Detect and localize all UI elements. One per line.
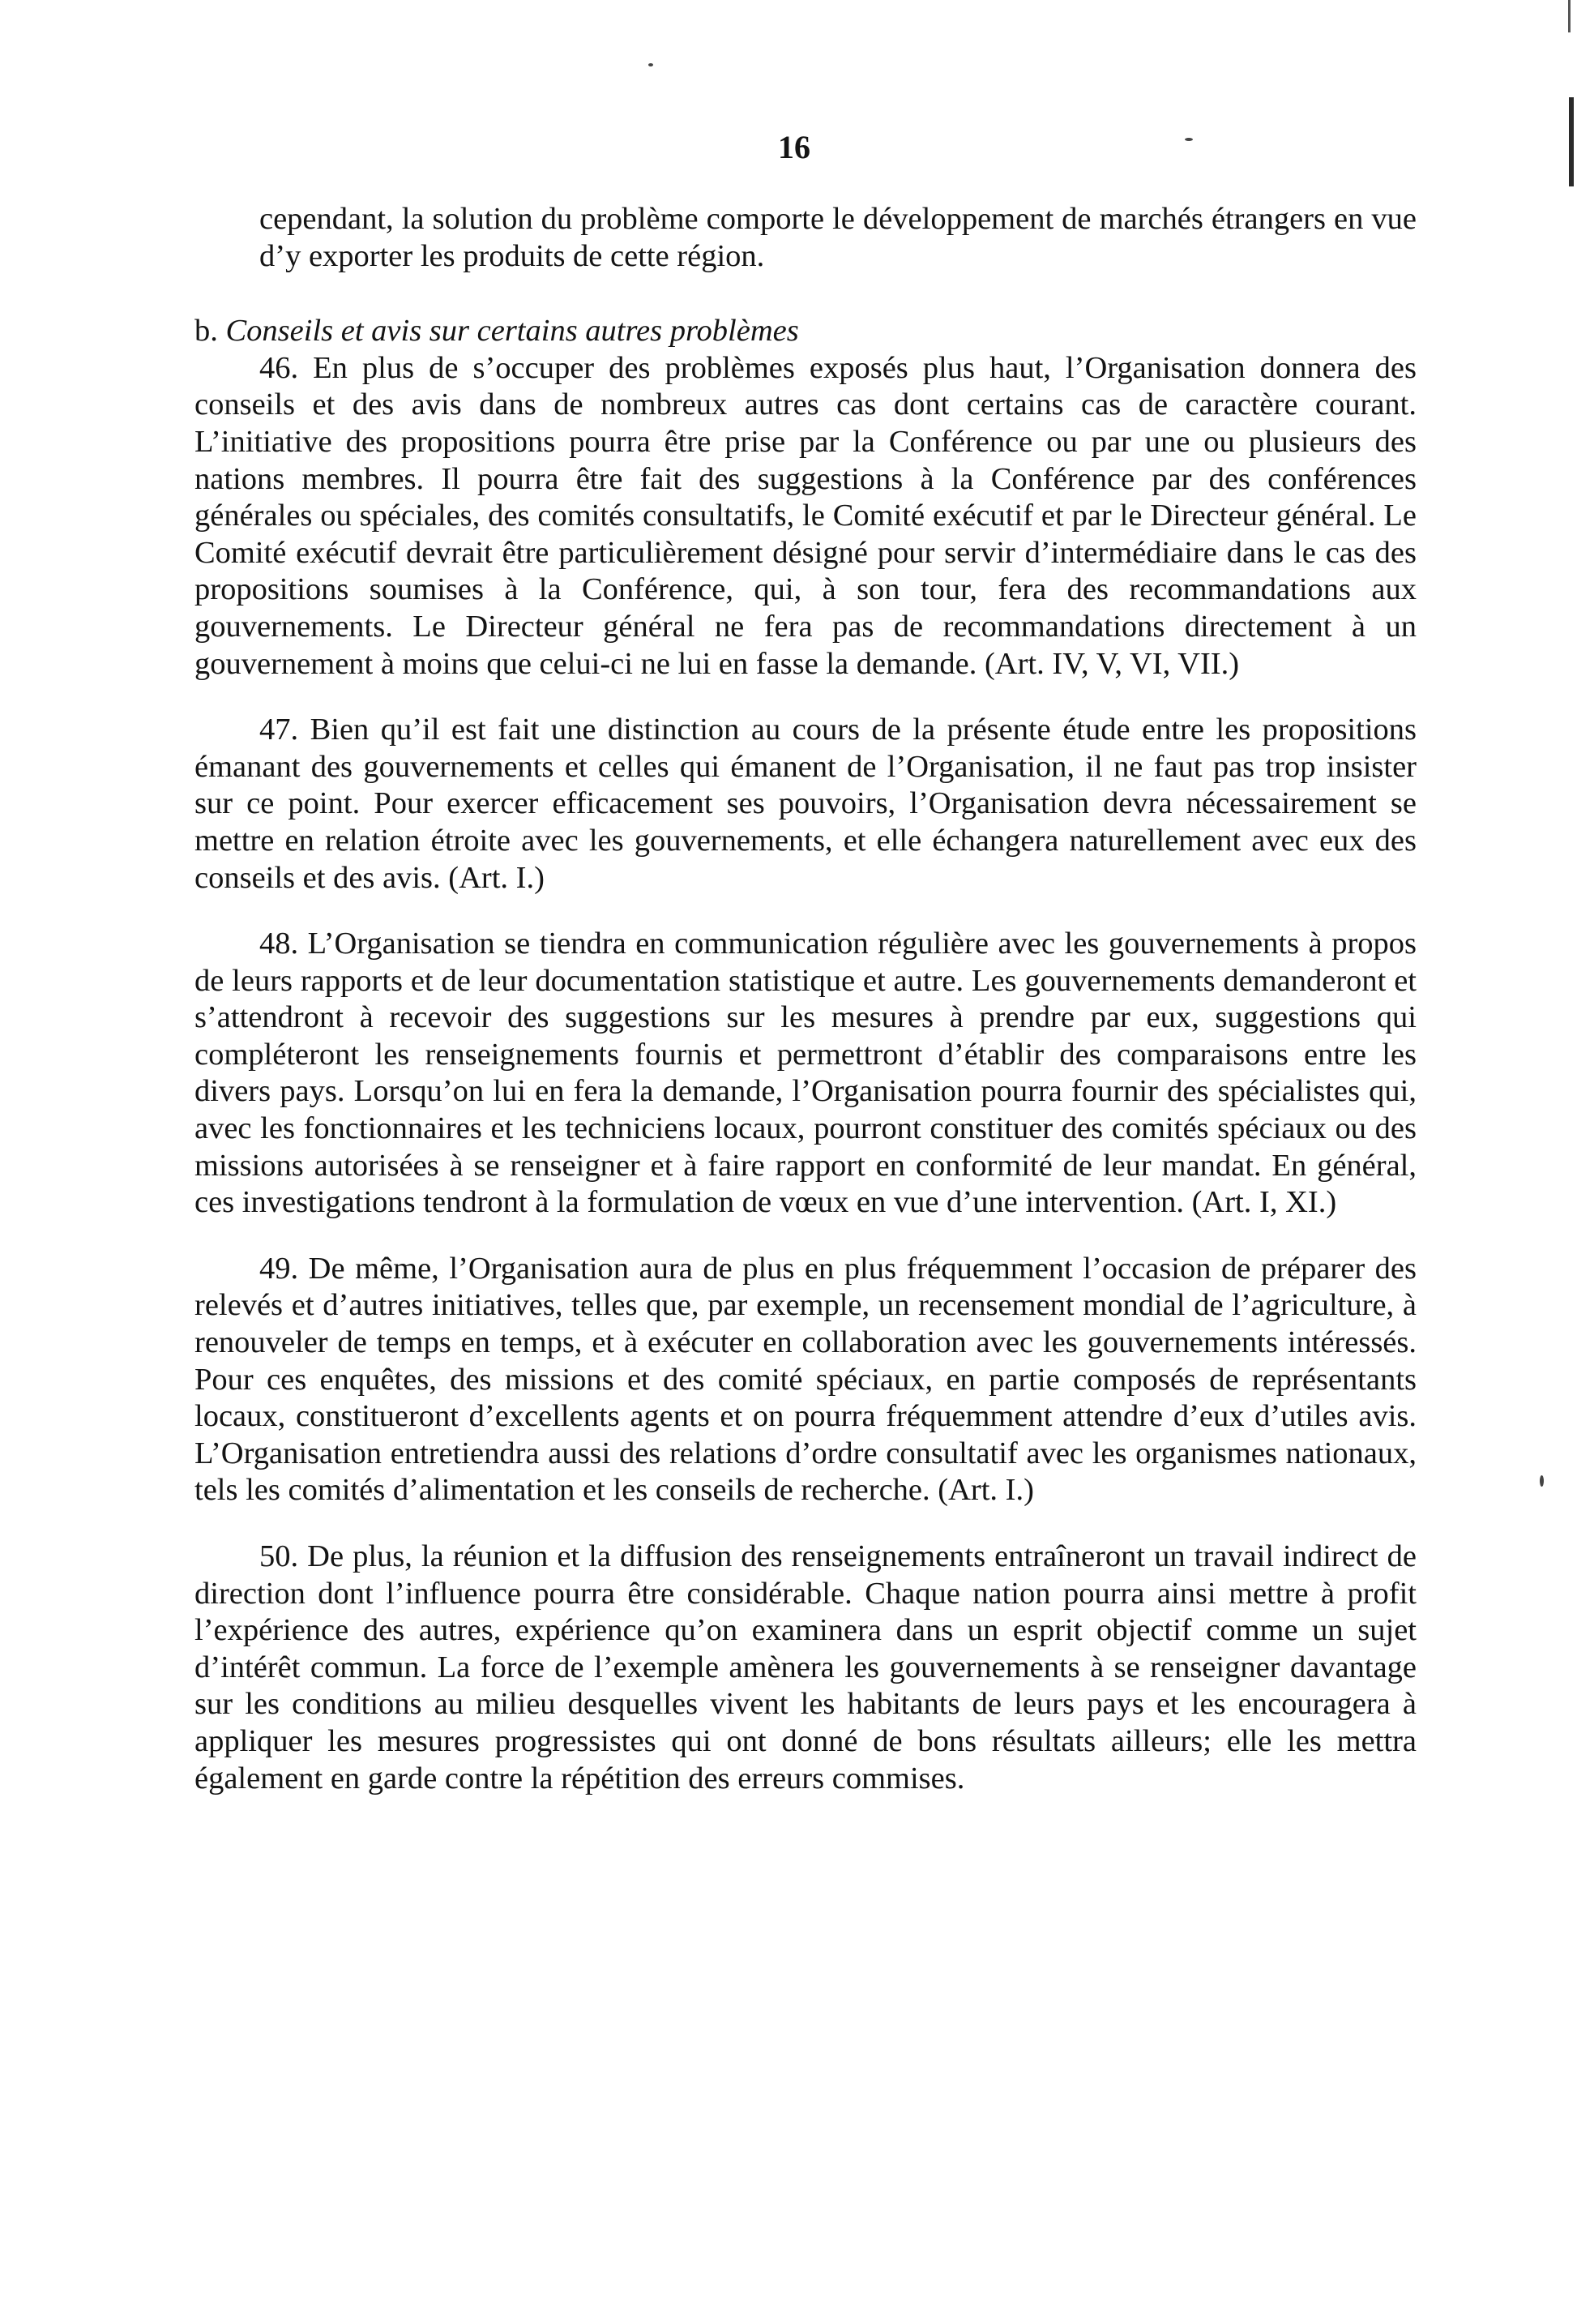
section-title: Conseils et avis sur certains autres problèmes — [225, 314, 799, 349]
intro-paragraph: cependant, la solution du problème comporte le développement de marchés étrangers en vue d’y exporter les produits de cette région. — [259, 202, 1417, 273]
spacer — [194, 683, 1417, 712]
spacer — [194, 1509, 1417, 1539]
scan-edge-mark — [1569, 97, 1574, 186]
spacer — [194, 275, 1417, 313]
page-number: 16 — [778, 129, 810, 165]
paragraph-47: 47. Bien qu’il est fait une distinction au cours de la présente étude entre les propositions émanant des gouvernements et celles qui émanent de l’Organisation, il ne faut pas trop insister sur ce point. Pour exercer efficacement ses pouvoirs, l’Organisation devra nécessairement se mettre en relation étroite avec les gouvernements, et elle échangera naturellement avec eux des conseils et des avis. (Art. I.) — [194, 713, 1417, 895]
paragraph-49: 49. De même, l’Organisation aura de plus en plus fréquemment l’occasion de préparer des relevés et d’autres initiatives, telles que, par exemple, un recensement mondial de l’agriculture, à renouveler de temps en temps, et à exécuter en collaboration avec les gouvernements intéressés. Pour ces enquêtes, des missions et des comité spéciaux, en partie composés de représentants locaux, constitueront d’excellents agents et on pourra fréquemment attendre d’eux d’utiles avis. L’Organisation entretiendra aussi des relations d’ordre consultatif avec les organismes nationaux, tels les comités d’alimentation et les conseils de recherche. (Art. I.) — [194, 1251, 1417, 1508]
section-heading — [194, 313, 1417, 350]
scan-speck — [648, 63, 653, 66]
body-text — [194, 201, 1417, 1797]
scan-speck — [1540, 1475, 1544, 1487]
paragraph-46: 46. En plus de s’occuper des problèmes exposés plus haut, l’Organisation donnera des conseils et des avis dans de nombreux autres cas dont certains cas de caractère courant. L’initiative des propositions pourra être prise par la Conférence ou par une ou plusieurs des nations membres. Il pourra être fait des suggestions à la Conférence par des conférences générales ou spéciales, des comités consultatifs, le Comité exécutif et par le Directeur général. Le Comité exécutif devrait être particulièrement désigné pour servir d’intermédiaire dans le cas des propositions soumises à la Conférence, qui, à son tour, fera des recommandations aux gouvernements. Le Directeur général ne fera pas de recommandations directement à un gouvernement à moins que celui-ci ne lui en fasse la demande. (Art. IV, V, VI, VII.) — [194, 350, 1417, 681]
scan-edge-mark — [1568, 0, 1571, 32]
section-prefix: b. — [194, 314, 218, 349]
paragraph-50: 50. De plus, la réunion et la diffusion des renseignements entraîneront un travail indirect de direction dont l’influence pourra être considérable. Chaque nation pourra ainsi mettre à profit l’expérience des autres, expérience qu’on examinera dans un esprit objectif comme un sujet d’intérêt commun. La force de l’exemple amènera les gouvernements à se renseigner davantage sur les conditions au milieu desquelles vivent les habitants de leurs pays et les encouragera à appliquer les mesures progressistes qui ont donné de bons résultats ailleurs; elle les mettra également en garde contre la répétition des erreurs commises. — [194, 1539, 1417, 1795]
paragraph-48: 48. L’Organisation se tiendra en communication régulière avec les gouvernements à propos de leurs rapports et de leur documentation statistique et autre. Les gouvernements demanderont et s’attendront à recevoir des suggestions sur les mesures à prendre par eux, suggestions qui compléteront les renseignements fournis et permettront d’établir des comparaisons entre les divers pays. Lorsqu’on lui en fera la demande, l’Organisation pourra fournir des spécialistes qui, avec les fonctionnaires et les techniciens locaux, pourront constituer des comités spéciaux ou des missions autorisées à se renseigner et à faire rapport en conformité de leur mandat. En général, ces investigations tendront à la formulation de vœux en vue d’une intervention. (Art. I, XI.) — [194, 927, 1417, 1220]
scan-speck — [1185, 138, 1193, 141]
spacer — [194, 1222, 1417, 1251]
spacer — [194, 897, 1417, 926]
